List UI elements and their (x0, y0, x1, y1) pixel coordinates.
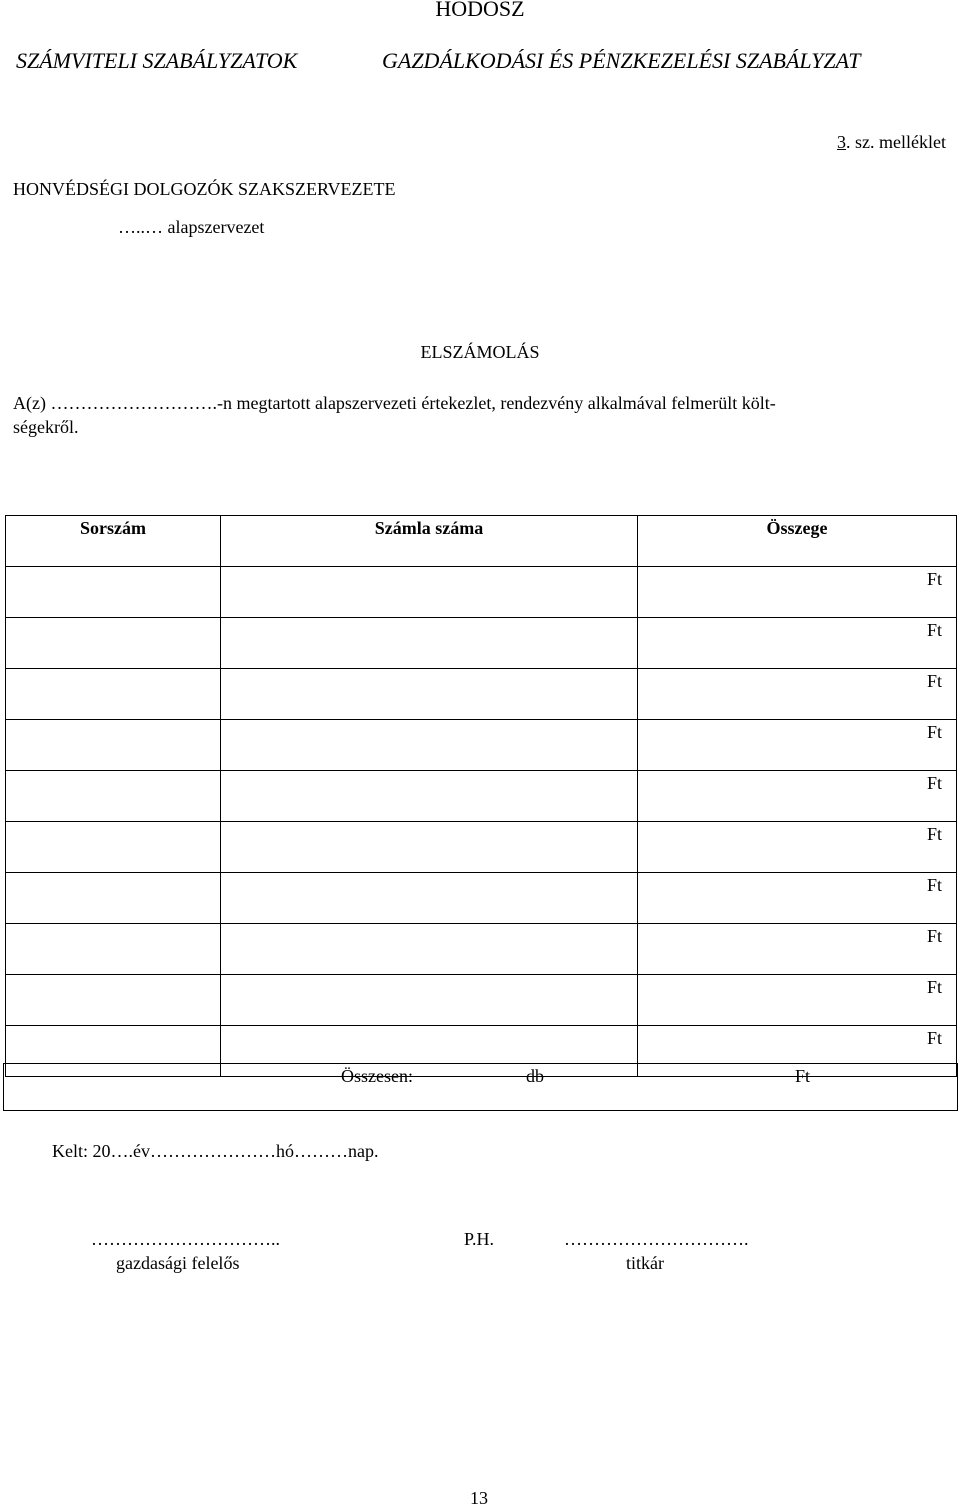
org-title: HODOSZ (435, 0, 525, 21)
cell-osszeg[interactable]: Ft (638, 567, 957, 618)
cell-osszeg[interactable]: Ft (638, 720, 957, 771)
cell-sorszam[interactable] (6, 567, 221, 618)
total-row (3, 1063, 958, 1111)
cell-sorszam[interactable] (6, 669, 221, 720)
table-row (6, 567, 957, 618)
annex-text: . sz. melléklet (846, 132, 946, 152)
cell-osszeg[interactable]: Ft (638, 924, 957, 975)
cell-sorszam[interactable] (6, 822, 221, 873)
total-label: Összesen: (341, 1066, 413, 1086)
cell-sorszam[interactable] (6, 924, 221, 975)
table-row (6, 618, 957, 669)
signature-label-financial-officer: gazdasági felelős (116, 1253, 240, 1273)
cell-osszeg[interactable]: Ft (638, 618, 957, 669)
organization-name: HONVÉDSÉGI DOLGOZÓK SZAKSZERVEZETE (13, 179, 396, 199)
annex-number: 3 (837, 132, 847, 152)
table-row (6, 669, 957, 720)
settlement-table (5, 515, 957, 1077)
signature-label-secretary: titkár (626, 1253, 664, 1273)
header-right: GAZDÁLKODÁSI ÉS PÉNZKEZELÉSI SZABÁLYZAT (382, 48, 861, 73)
cell-osszeg[interactable]: Ft (638, 975, 957, 1026)
table-row (6, 720, 957, 771)
column-header-szamla-szama: Számla száma (221, 516, 638, 567)
table-row (6, 924, 957, 975)
cell-osszeg[interactable]: Ft (638, 771, 957, 822)
table-row (6, 873, 957, 924)
cell-sorszam[interactable] (6, 873, 221, 924)
signature-line-left: ………………………….. (91, 1229, 280, 1249)
cell-osszeg[interactable]: Ft (638, 822, 957, 873)
total-count-unit: db (526, 1066, 544, 1086)
stamp-placeholder: P.H. (464, 1229, 495, 1249)
cell-szamla[interactable] (221, 822, 638, 873)
cell-osszeg[interactable]: Ft (638, 1026, 957, 1077)
column-header-sorszam: Sorszám (6, 516, 221, 567)
header-left: SZÁMVITELI SZABÁLYZATOK (16, 48, 298, 73)
cell-szamla[interactable] (221, 975, 638, 1026)
cell-szamla[interactable] (221, 873, 638, 924)
cell-sorszam[interactable] (6, 771, 221, 822)
cell-osszeg[interactable]: Ft (638, 669, 957, 720)
cell-osszeg[interactable]: Ft (638, 873, 957, 924)
table-row (6, 975, 957, 1026)
cell-szamla[interactable] (221, 771, 638, 822)
cell-szamla[interactable] (221, 618, 638, 669)
cell-szamla[interactable] (221, 924, 638, 975)
date-line: Kelt: 20….év…………………hó………nap. (52, 1141, 379, 1161)
signature-line-right: …………………………. (564, 1229, 749, 1249)
cell-szamla[interactable] (221, 720, 638, 771)
cell-sorszam[interactable] (6, 975, 221, 1026)
table-row (6, 771, 957, 822)
table-header-row (6, 516, 957, 567)
document-title: ELSZÁMOLÁS (420, 342, 540, 362)
cell-szamla[interactable] (221, 567, 638, 618)
table-row (6, 822, 957, 873)
total-amount-unit: Ft (795, 1066, 811, 1086)
intro-line-1: A(z) ……………………….-n megtartott alapszervezeti értekezlet, rendezvény alkalmával felmerült költ- (13, 393, 776, 413)
column-header-osszege: Összege (638, 516, 957, 567)
intro-line-2: ségekről. (13, 417, 79, 437)
cell-sorszam[interactable] (6, 618, 221, 669)
cell-szamla[interactable] (221, 669, 638, 720)
page-number: 13 (470, 1488, 488, 1508)
cell-sorszam[interactable] (6, 720, 221, 771)
organization-unit: …..… alapszervezet (118, 217, 265, 237)
annex-label (837, 132, 946, 153)
